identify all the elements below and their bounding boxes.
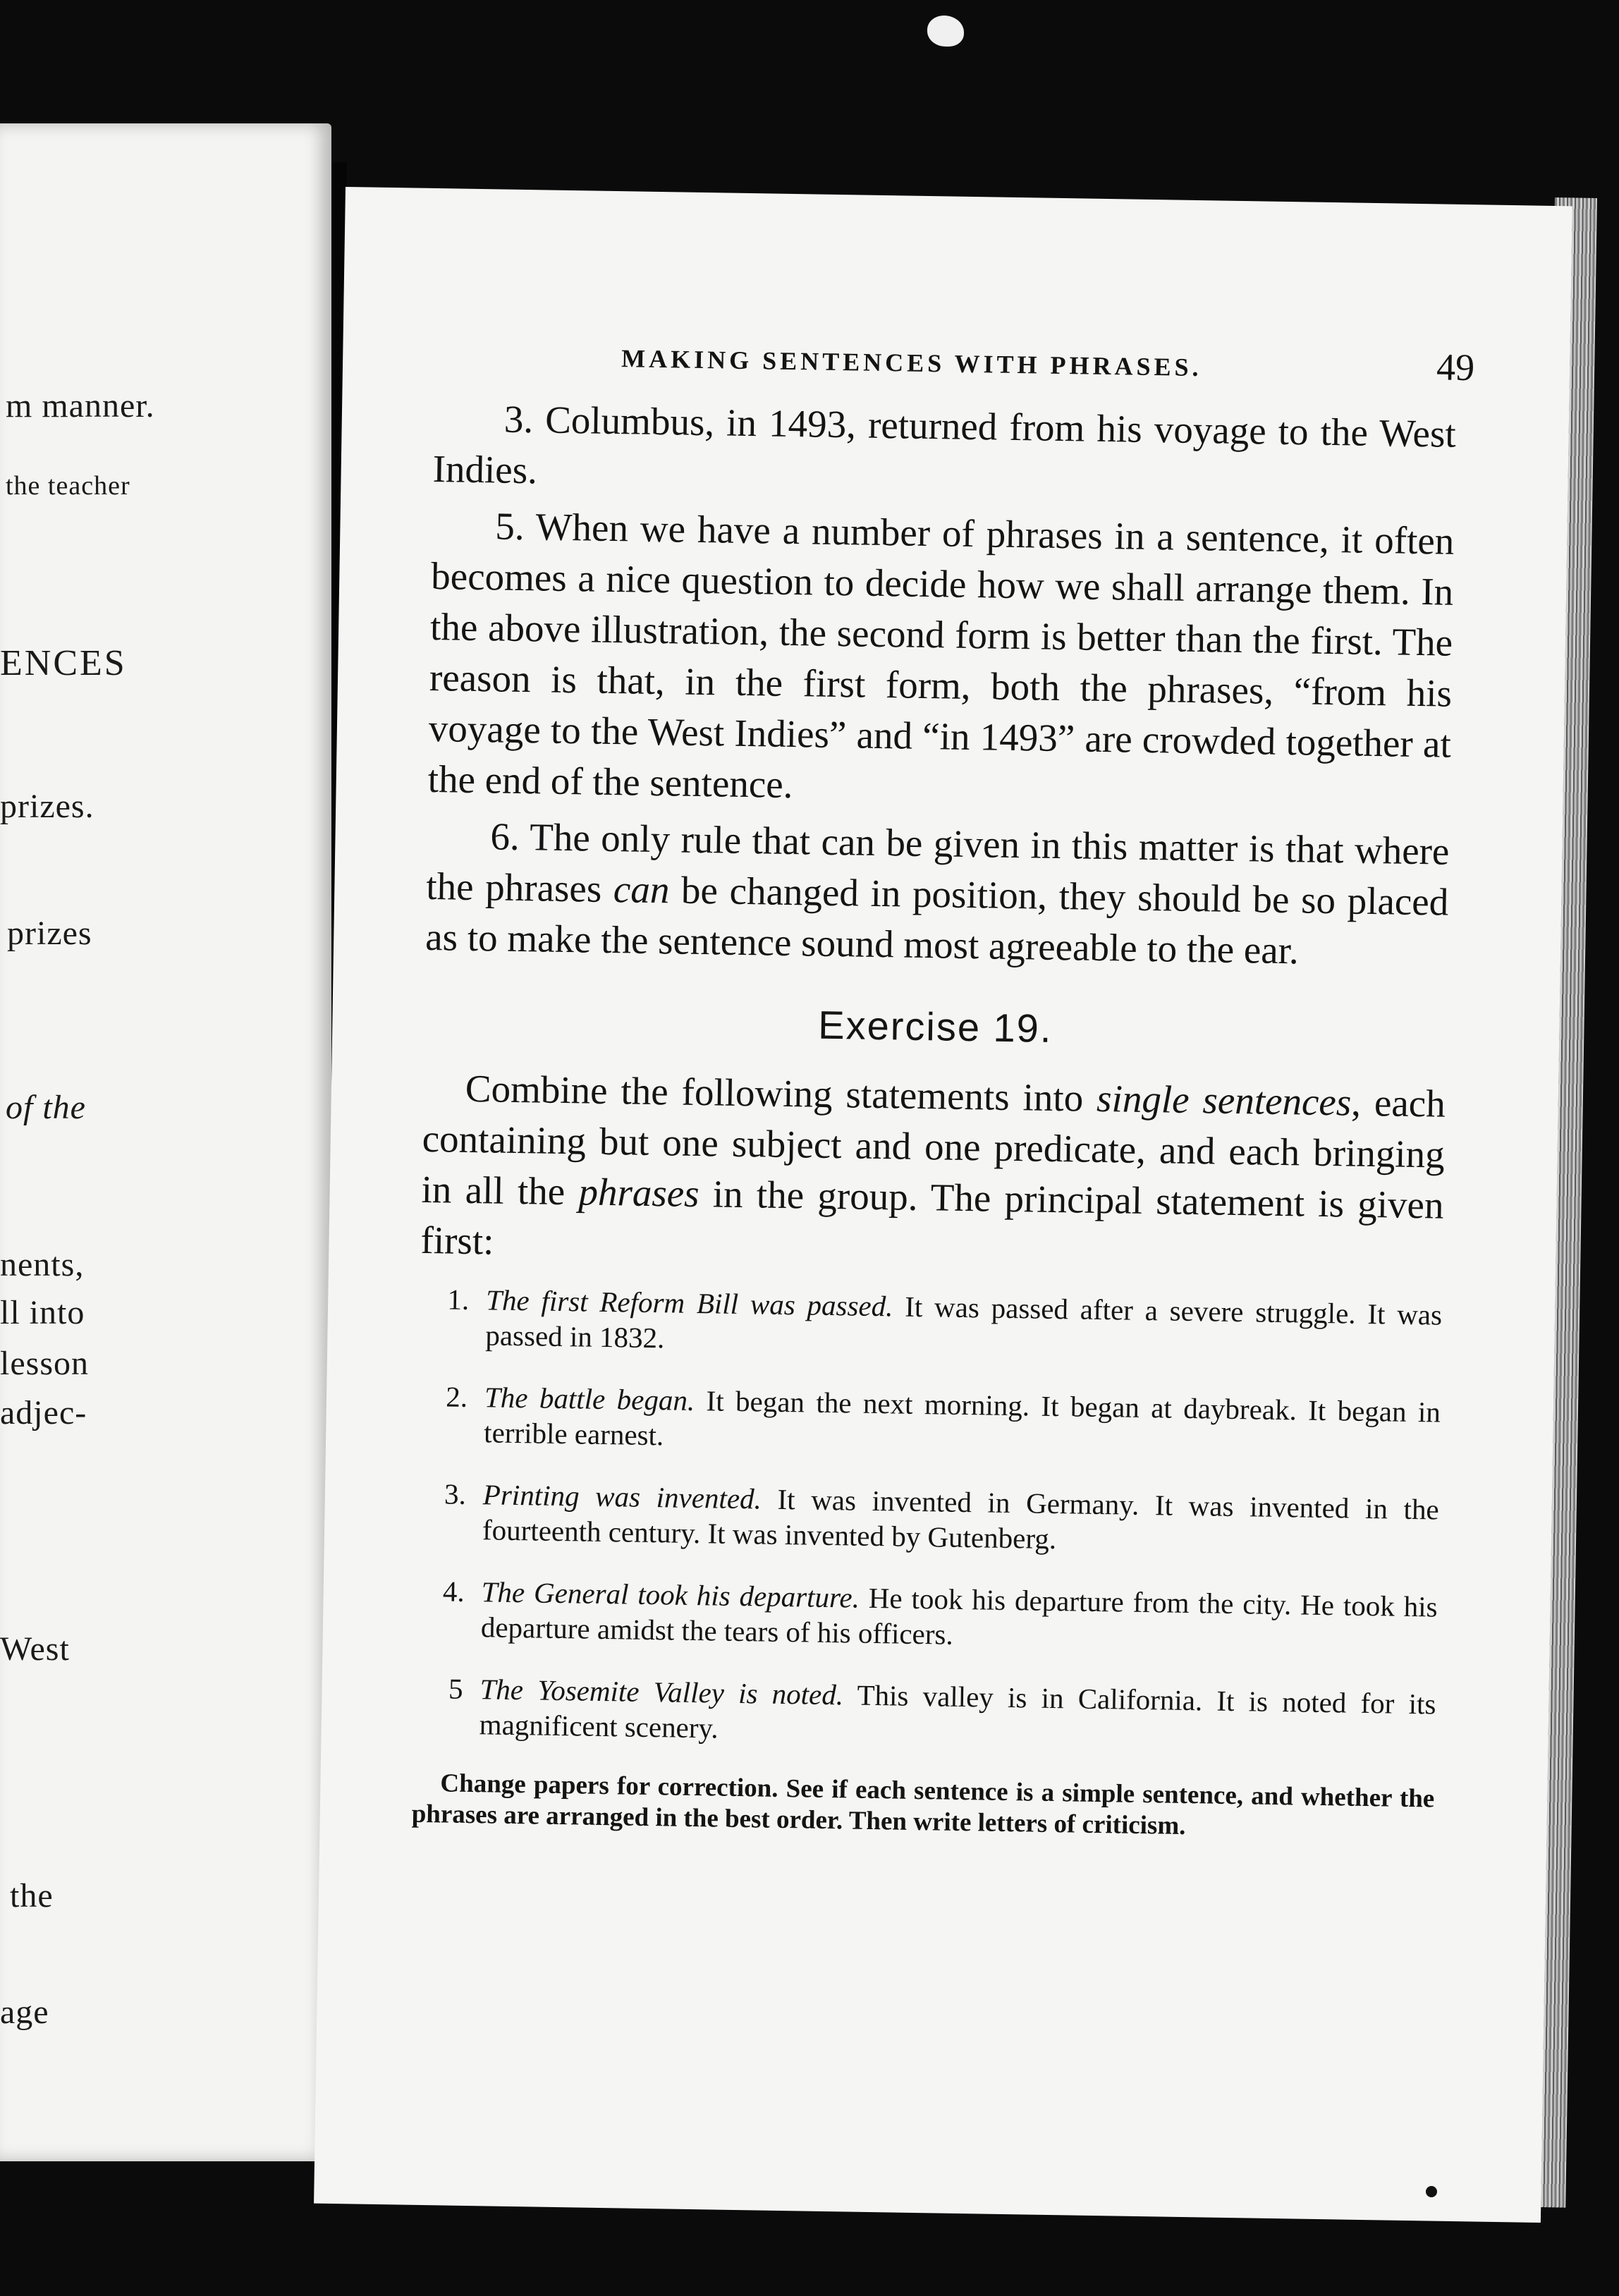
- left-fragment: the teacher: [6, 471, 130, 501]
- paragraph-6-emphasis: can: [613, 867, 670, 912]
- left-fragment: nents,: [0, 1246, 85, 1283]
- exercise-item-text: [479, 1671, 1436, 1757]
- supporting-statements: It was passed after a severe struggle. It was passed in 1832.: [485, 1290, 1443, 1355]
- paragraph-6-end: be changed in position, they should be so placed as to make the sentence sound most agreeable to the ear.: [424, 868, 1449, 972]
- left-fragment: prizes: [7, 915, 92, 952]
- exercise-item-number: 3.: [444, 1477, 467, 1510]
- paragraph-5: 5. When we have a number of phrases in a sentence, it often becomes a nice question to decide how we shall arrange them. In the above illustration, the second form is better than the first. The reason is that, in the first form, both the phrases, “from his voyage to the West Indies” and “in 1493” are crowded together at the end of the sentence.: [427, 504, 1455, 807]
- exercise-item-number: 4.: [442, 1575, 465, 1608]
- instructions-phrases: phrases: [578, 1170, 700, 1216]
- page-number: 49: [1436, 346, 1475, 389]
- exercise-item: [416, 1476, 1439, 1563]
- exercise-instructions: [420, 1063, 1446, 1282]
- principal-statement: The Yosemite Valley is noted.: [479, 1673, 844, 1711]
- left-fragment: adjec-: [0, 1394, 87, 1431]
- exercise-item-text: [481, 1574, 1438, 1659]
- left-fragment: lesson: [0, 1345, 89, 1382]
- principal-statement: Printing was invented.: [482, 1478, 762, 1515]
- exercise-item: [413, 1671, 1436, 1757]
- instructions-part-3: in the group. The principal statement is given first:: [420, 1172, 1444, 1263]
- principal-statement: The battle began.: [484, 1381, 695, 1417]
- exercise-item: [417, 1379, 1441, 1465]
- left-facing-page: [0, 123, 331, 2161]
- exercise-item-number: 1.: [447, 1283, 470, 1316]
- supporting-statements: It was invented in Germany. It was invented in the fourteenth century. It was invented by Gutenberg.: [482, 1482, 1440, 1556]
- left-fragment: ENCES: [0, 643, 127, 683]
- left-fragment: West: [0, 1630, 70, 1668]
- supporting-statements: This valley is in California. It is noted for its magnificent scenery.: [479, 1678, 1436, 1745]
- example-sentence-3: 3. Columbus, in 1493, returned from his voyage to the West Indies.: [432, 397, 1457, 492]
- scan-smudge: [927, 16, 964, 47]
- exercise-item-text: [482, 1477, 1439, 1562]
- page-body: [411, 393, 1456, 1872]
- instructions-part-1: Combine the following statements into: [465, 1066, 1097, 1120]
- left-fragment: m manner.: [6, 387, 155, 425]
- instructions-single-sentences: single sentences: [1096, 1076, 1352, 1124]
- left-fragment: age: [0, 1993, 49, 2031]
- supporting-statements: It began the next morning. It began at daybreak. It began in terrible earnest.: [483, 1384, 1441, 1452]
- exercise-heading: Exercise 19.: [817, 1002, 1053, 1051]
- exercise-item: [415, 1573, 1438, 1660]
- exercise-item-number: 2.: [445, 1380, 468, 1413]
- supporting-statements: He took his departure from the city. He took his departure amidst the tears of his officers.: [480, 1581, 1438, 1651]
- principal-statement: The first Reform Bill was passed.: [485, 1283, 893, 1323]
- running-head-title: MAKING SENTENCES WITH PHRASES.: [621, 344, 1202, 382]
- exercise-list: [413, 1281, 1442, 1757]
- exercise-item-text: [484, 1379, 1441, 1465]
- instructions-part-2: , each containing but one subject and one predicate, and each bringing in all the: [421, 1080, 1446, 1214]
- exercise-item-number: 5: [448, 1672, 463, 1705]
- right-page: [314, 187, 1572, 2223]
- exercise-note: Change papers for correction. See if each sentence is a simple sentence, and whether the phrases are arranged in the best order. Then write letters of criticism.: [411, 1769, 1435, 1840]
- left-fragment: the: [10, 1877, 54, 1915]
- exercise-item-text: [485, 1282, 1442, 1367]
- left-fragment: ll into: [0, 1294, 85, 1331]
- exercise-item: [419, 1281, 1442, 1368]
- paragraph-6: [425, 810, 1450, 979]
- principal-statement: The General took his departure.: [481, 1575, 860, 1614]
- left-fragment: prizes.: [0, 788, 94, 825]
- scan-mark: [1426, 2186, 1437, 2197]
- left-fragment: of the: [6, 1089, 86, 1126]
- paragraph-6-start: 6. The only rule that can be given in this matter is that where the phrases: [425, 814, 1450, 911]
- running-head: [621, 332, 1475, 389]
